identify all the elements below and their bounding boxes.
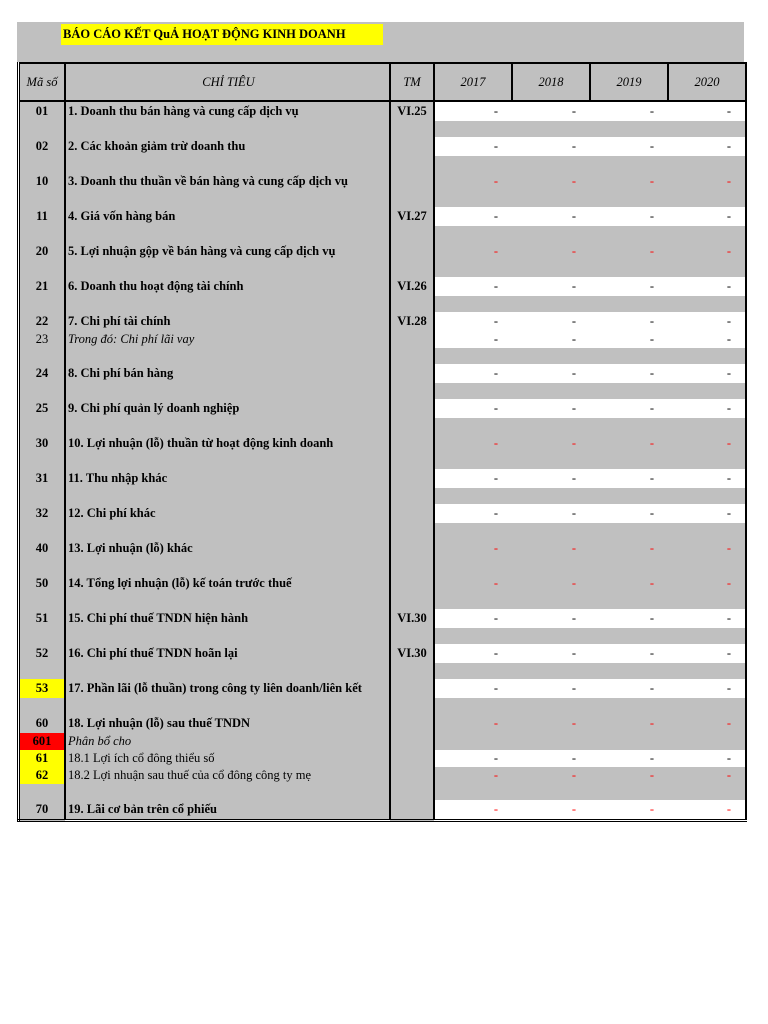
value-cell: - xyxy=(668,364,746,383)
spacer-row xyxy=(19,523,747,539)
spacer-row xyxy=(19,261,747,277)
value-cell: - xyxy=(668,644,746,663)
value-cell: - xyxy=(668,207,746,226)
row-code: 02 xyxy=(19,137,66,156)
spacer-row xyxy=(19,698,747,714)
value-cell: - xyxy=(512,399,590,418)
row-code: 21 xyxy=(19,277,66,296)
value-cell: - xyxy=(434,609,512,628)
value-cell: - xyxy=(668,277,746,296)
row-label: 16. Chi phí thuế TNDN hoãn lại xyxy=(65,644,390,663)
row-note xyxy=(390,800,434,821)
value-cell: - xyxy=(668,714,746,733)
value-cell: - xyxy=(512,207,590,226)
value-cell: - xyxy=(590,312,668,331)
row-code: 62 xyxy=(19,767,66,784)
value-cell: - xyxy=(668,399,746,418)
row-code: 31 xyxy=(19,469,66,488)
value-cell: - xyxy=(434,312,512,331)
row-note xyxy=(390,331,434,348)
table-row xyxy=(19,574,747,593)
row-note xyxy=(390,750,434,767)
value-cell: - xyxy=(590,207,668,226)
value-cell: - xyxy=(590,767,668,784)
row-note: VI.25 xyxy=(390,101,434,121)
row-note xyxy=(390,574,434,593)
spacer-row xyxy=(19,453,747,469)
spacer-row xyxy=(19,628,747,644)
value-cell: - xyxy=(434,469,512,488)
value-cell: - xyxy=(668,101,746,121)
row-label: Trong đó: Chi phí lãi vay xyxy=(65,331,390,348)
value-cell: - xyxy=(668,172,746,191)
value-cell: - xyxy=(434,434,512,453)
table-row xyxy=(19,399,747,418)
value-cell: - xyxy=(590,609,668,628)
row-note xyxy=(390,434,434,453)
table-row xyxy=(19,609,747,628)
value-cell: - xyxy=(434,644,512,663)
row-label: 6. Doanh thu hoạt động tài chính xyxy=(65,277,390,296)
value-cell: - xyxy=(668,679,746,698)
row-code: 23 xyxy=(19,331,66,348)
value-cell: - xyxy=(590,539,668,558)
value-cell: - xyxy=(512,172,590,191)
row-code: 53 xyxy=(19,679,66,698)
value-cell: - xyxy=(668,767,746,784)
value-cell: - xyxy=(590,504,668,523)
row-code: 32 xyxy=(19,504,66,523)
value-cell: - xyxy=(590,800,668,821)
table-row xyxy=(19,331,747,348)
row-label: 13. Lợi nhuận (lỗ) khác xyxy=(65,539,390,558)
value-cell: - xyxy=(668,137,746,156)
row-note: VI.28 xyxy=(390,312,434,331)
value-cell: - xyxy=(434,574,512,593)
row-label: 14. Tổng lợi nhuận (lỗ) kế toán trước thuế xyxy=(65,574,390,593)
value-cell: - xyxy=(668,800,746,821)
value-cell: - xyxy=(434,101,512,121)
value-cell: - xyxy=(512,714,590,733)
value-cell: - xyxy=(590,574,668,593)
spacer-row xyxy=(19,226,747,242)
value-cell: - xyxy=(512,331,590,348)
row-code: 61 xyxy=(19,750,66,767)
row-note xyxy=(390,679,434,698)
value-cell: - xyxy=(668,312,746,331)
value-cell: - xyxy=(512,609,590,628)
table-row xyxy=(19,679,747,698)
row-label: 10. Lợi nhuận (lỗ) thuần từ hoạt động kinh doanh xyxy=(65,434,390,453)
row-note: VI.26 xyxy=(390,277,434,296)
value-cell: - xyxy=(590,644,668,663)
row-note xyxy=(390,242,434,261)
row-code: 11 xyxy=(19,207,66,226)
row-note xyxy=(390,504,434,523)
row-label: 17. Phần lãi (lỗ thuần) trong công ty liên doanh/liên kết xyxy=(65,679,390,698)
row-label: 5. Lợi nhuận gộp về bán hàng và cung cấp dịch vụ xyxy=(65,242,390,261)
value-cell: - xyxy=(590,714,668,733)
value-cell: - xyxy=(434,364,512,383)
spacer-row xyxy=(19,663,747,679)
row-label: 18.1 Lợi ích cổ đông thiểu số xyxy=(65,750,390,767)
row-note xyxy=(390,399,434,418)
row-label: 2. Các khoản giảm trừ doanh thu xyxy=(65,137,390,156)
row-note xyxy=(390,172,434,191)
value-cell: - xyxy=(590,242,668,261)
spacer-row xyxy=(19,191,747,207)
value-cell: - xyxy=(434,679,512,698)
header-year-2019: 2019 xyxy=(590,63,668,101)
row-note xyxy=(390,539,434,558)
value-cell: - xyxy=(668,504,746,523)
row-label: 9. Chi phí quản lý doanh nghiệp xyxy=(65,399,390,418)
row-label: 15. Chi phí thuế TNDN hiện hành xyxy=(65,609,390,628)
row-code: 601 xyxy=(19,733,66,750)
value-cell: - xyxy=(590,434,668,453)
table-row xyxy=(19,137,747,156)
table-header-row xyxy=(19,63,747,101)
value-cell: - xyxy=(434,750,512,767)
value-cell: - xyxy=(590,277,668,296)
table-row xyxy=(19,469,747,488)
value-cell: - xyxy=(668,609,746,628)
table-row xyxy=(19,242,747,261)
spacer-row xyxy=(19,488,747,504)
spacer-row xyxy=(19,121,747,137)
value-cell: - xyxy=(512,469,590,488)
value-cell: - xyxy=(512,679,590,698)
value-cell: - xyxy=(668,331,746,348)
value-cell: - xyxy=(512,434,590,453)
table-row xyxy=(19,767,747,784)
row-label: 3. Doanh thu thuần về bán hàng và cung cấp dịch vụ xyxy=(65,172,390,191)
row-note: VI.30 xyxy=(390,609,434,628)
header-note: TM xyxy=(390,63,434,101)
row-code: 52 xyxy=(19,644,66,663)
value-cell: - xyxy=(434,767,512,784)
row-label: 19. Lãi cơ bản trên cổ phiếu xyxy=(65,800,390,821)
value-cell: - xyxy=(512,504,590,523)
row-note xyxy=(390,469,434,488)
value-cell: - xyxy=(668,469,746,488)
value-cell: - xyxy=(668,434,746,453)
row-label: 11. Thu nhập khác xyxy=(65,469,390,488)
value-cell: - xyxy=(668,242,746,261)
value-cell: - xyxy=(590,101,668,121)
row-note xyxy=(390,733,434,750)
value-cell: - xyxy=(434,207,512,226)
spacer-row xyxy=(19,296,747,312)
spacer-row xyxy=(19,156,747,172)
header-year-2020: 2020 xyxy=(668,63,746,101)
row-label: 4. Giá vốn hàng bán xyxy=(65,207,390,226)
header-year-2017: 2017 xyxy=(434,63,512,101)
value-cell: - xyxy=(590,469,668,488)
value-cell: - xyxy=(512,277,590,296)
table-row xyxy=(19,172,747,191)
spacer-row xyxy=(19,784,747,800)
value-cell: - xyxy=(512,312,590,331)
row-label: 18.2 Lợi nhuận sau thuế của cổ đông công ty mẹ xyxy=(65,767,390,784)
header-item: CHỈ TIÊU xyxy=(65,63,390,101)
row-code: 50 xyxy=(19,574,66,593)
value-cell: - xyxy=(434,172,512,191)
value-cell: - xyxy=(512,101,590,121)
row-code: 24 xyxy=(19,364,66,383)
table-row xyxy=(19,539,747,558)
row-label: 7. Chi phí tài chính xyxy=(65,312,390,331)
value-cell: - xyxy=(590,679,668,698)
value-cell: - xyxy=(434,137,512,156)
row-note xyxy=(390,714,434,733)
value-cell: - xyxy=(512,750,590,767)
value-cell: - xyxy=(668,539,746,558)
spacer-row xyxy=(19,558,747,574)
table-row xyxy=(19,733,747,750)
value-cell: - xyxy=(434,277,512,296)
value-cell: - xyxy=(590,364,668,383)
report-title: BÁO CÁO KẾT QuẢ HOẠT ĐỘNG KINH DOANH xyxy=(61,24,383,45)
value-cell: - xyxy=(590,399,668,418)
spacer-row xyxy=(19,348,747,364)
row-note xyxy=(390,137,434,156)
value-cell: - xyxy=(590,750,668,767)
row-note xyxy=(390,364,434,383)
value-cell: - xyxy=(512,364,590,383)
row-label: 1. Doanh thu bán hàng và cung cấp dịch vụ xyxy=(65,101,390,121)
table-row xyxy=(19,750,747,767)
value-cell: - xyxy=(434,800,512,821)
value-cell: - xyxy=(434,242,512,261)
value-cell: - xyxy=(512,242,590,261)
spacer-row xyxy=(19,593,747,609)
value-cell: - xyxy=(512,767,590,784)
row-note xyxy=(390,767,434,784)
spacer-row xyxy=(19,383,747,399)
row-label: 18. Lợi nhuận (lỗ) sau thuế TNDN xyxy=(65,714,390,733)
row-code: 01 xyxy=(19,101,66,121)
header-code: Mã số xyxy=(19,63,66,101)
table-row xyxy=(19,800,747,821)
table-row xyxy=(19,504,747,523)
row-label: 8. Chi phí bán hàng xyxy=(65,364,390,383)
value-cell: - xyxy=(512,644,590,663)
table-row xyxy=(19,364,747,383)
value-cell: - xyxy=(434,504,512,523)
row-note: VI.30 xyxy=(390,644,434,663)
row-code: 51 xyxy=(19,609,66,628)
table-row xyxy=(19,434,747,453)
table-row xyxy=(19,644,747,663)
table-row xyxy=(19,714,747,733)
row-note: VI.27 xyxy=(390,207,434,226)
row-code: 70 xyxy=(19,800,66,821)
value-cell: - xyxy=(434,331,512,348)
row-code: 30 xyxy=(19,434,66,453)
table-row xyxy=(19,101,747,121)
row-code: 10 xyxy=(19,172,66,191)
value-cell: - xyxy=(668,574,746,593)
value-cell: - xyxy=(434,714,512,733)
value-cell: - xyxy=(590,331,668,348)
row-code: 20 xyxy=(19,242,66,261)
header-year-2018: 2018 xyxy=(512,63,590,101)
value-cell: - xyxy=(590,137,668,156)
value-cell: - xyxy=(668,750,746,767)
row-label: Phân bổ cho xyxy=(65,733,390,750)
table-row xyxy=(19,312,747,331)
row-code: 22 xyxy=(19,312,66,331)
table-row xyxy=(19,277,747,296)
value-cell: - xyxy=(512,574,590,593)
value-cell: - xyxy=(590,172,668,191)
row-label: 12. Chi phí khác xyxy=(65,504,390,523)
row-code: 60 xyxy=(19,714,66,733)
income-statement-table xyxy=(17,62,747,822)
value-cell: - xyxy=(434,539,512,558)
value-cell: - xyxy=(434,399,512,418)
value-cell: - xyxy=(512,800,590,821)
row-code: 25 xyxy=(19,399,66,418)
table-row xyxy=(19,207,747,226)
value-cell: - xyxy=(512,137,590,156)
value-cell: - xyxy=(512,539,590,558)
spacer-row xyxy=(19,418,747,434)
row-code: 40 xyxy=(19,539,66,558)
